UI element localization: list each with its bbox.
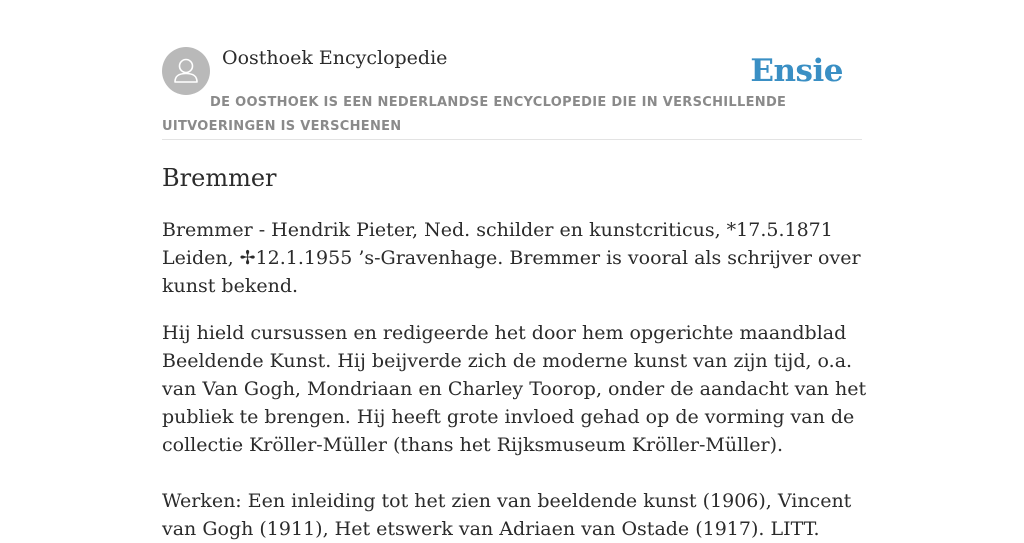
avatar[interactable]: [162, 47, 210, 95]
header-divider: [162, 139, 862, 140]
article-body: [162, 216, 867, 543]
article-paragraph: Werken: Een inleiding tot het zien van beeldende kunst (1906), Vincent van Gogh (1911), Het etswerk van Adriaen van Ostade (1917). LITT.: [162, 490, 852, 540]
source-description: DE OOSTHOEK IS EEN NEDERLANDSE ENCYCLOPEDIE DIE IN VERSCHILLENDE UITVOERINGEN IS VERSCHENEN: [162, 95, 787, 134]
article-title: Bremmer: [162, 164, 277, 192]
article-paragraph: Hij hield cursussen en redigeerde het door hem opgerichte maandblad Beeldende Kunst. Hij beijverde zich de moderne kunst van zijn tijd, o.a. van Van Gogh, Mondriaan en Charley Toorop, onder de aandacht van het publiek te brengen. Hij heeft grote invloed gehad op de vorming van de collectie Kröller-Müller (thans het Rijksmuseum Kröller-Müller).: [162, 322, 867, 456]
article-paragraph: Bremmer - Hendrik Pieter, Ned. schilder en kunstcriticus, *17.5.1871 Leiden, ✢12.1.1955 ’s-Gravenhage. Bremmer is vooral als schrijver over kunst bekend.: [162, 219, 861, 297]
source-title[interactable]: Oosthoek Encyclopedie: [222, 47, 448, 69]
brand-logo[interactable]: Ensie: [750, 53, 843, 89]
user-avatar-icon: [162, 47, 210, 95]
